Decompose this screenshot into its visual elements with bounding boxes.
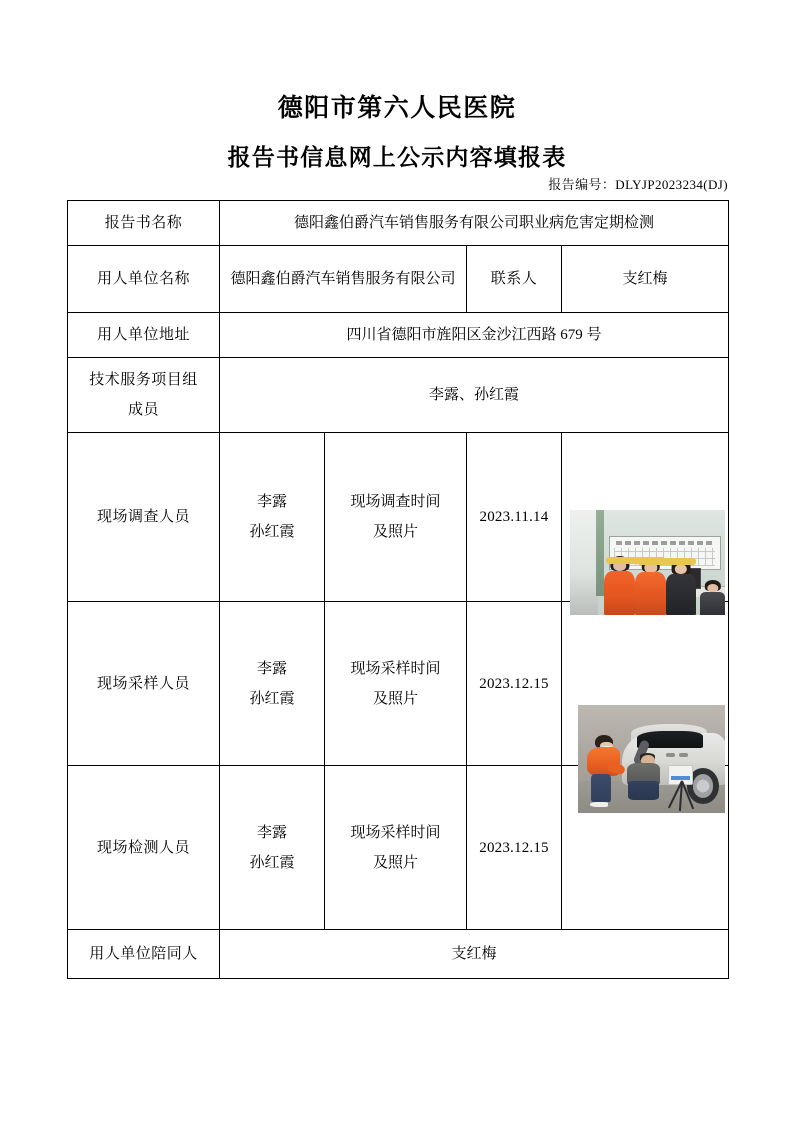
label-project-team-line2: 成员 [127,402,159,418]
value-employer-address: 四川省德阳市旌阳区金沙江西路 679 号 [220,313,729,358]
photo-person-orange-jacket [587,735,625,806]
page-subtitle: 报告书信息网上公示内容填报表 [227,145,567,170]
photo-person-seated [700,580,725,615]
person-legs [628,781,659,800]
tripod-stand [663,781,698,811]
value-employer-name: 德阳鑫伯爵汽车销售服务有限公司 [220,246,467,313]
tripod-leg [681,780,694,809]
photo-green-panel [596,510,604,596]
label-accompanying-person: 用人单位陪同人 [68,930,220,979]
person-legs [591,774,611,803]
whiteboard-title-text [616,541,713,545]
label-site-detection: 现场检测人员 [68,766,220,930]
value-site-detection-date: 2023.12.15 [467,766,562,930]
value-accompanying-person: 支红梅 [220,930,729,979]
value-site-detection-persons [220,766,325,930]
value-contact-person: 支红梅 [562,246,729,313]
photo-person-crouching [625,755,666,803]
site-survey-person-2: 孙红霞 [249,524,295,540]
value-report-name: 德阳鑫伯爵汽车销售服务有限公司职业病危害定期检测 [220,201,729,246]
car-door-handle-2 [679,753,688,757]
page-title: 德阳市第六人民医院 [277,95,517,122]
car-door-handle-1 [666,753,675,757]
label-site-survey-item [325,433,467,602]
document-header [0,92,794,174]
value-site-survey-persons [220,433,325,602]
person-body [666,574,695,615]
value-site-sampling-date: 2023.12.15 [467,602,562,766]
photo-person-black [666,559,695,615]
site-sampling-photo-image [578,705,725,813]
label-site-sampling-item-line1: 现场采样时间 [350,660,441,677]
site-sampling-person-2: 孙红霞 [249,690,295,707]
value-site-sampling-persons [220,602,325,766]
site-detection-person-1: 李露 [256,824,287,841]
table-row-employer-name [68,246,729,313]
photo-person-orange-2 [635,558,666,615]
label-site-detection-item-line2: 及照片 [372,854,418,871]
photo-wall [570,510,598,615]
person-head [675,564,687,575]
site-detection-person-2: 孙红霞 [249,854,295,871]
label-project-team [68,358,220,433]
site-survey-photo-image [570,510,725,615]
label-site-survey-item-line1: 现场调查时间 [350,494,441,510]
person-body [604,571,635,615]
label-employer-name: 用人单位名称 [68,246,220,313]
label-site-sampling: 现场采样人员 [68,602,220,766]
label-contact-person: 联系人 [467,246,562,313]
label-report-name: 报告书名称 [68,201,220,246]
table-row-report-name [68,201,729,246]
site-survey-person-1: 李露 [256,494,287,510]
table-row-accompanying [68,930,729,979]
label-employer-address: 用人单位地址 [68,313,220,358]
label-site-survey-item-line2: 及照片 [372,524,418,540]
label-site-sampling-item [325,602,467,766]
table-row-project-team [68,358,729,433]
value-site-survey-date: 2023.11.14 [467,433,562,602]
label-site-sampling-item-line2: 及照片 [372,690,418,707]
value-project-team: 李露、孙红霞 [220,358,729,433]
person-body [700,592,725,615]
person-body [635,572,666,615]
table-row-employer-address [68,313,729,358]
label-site-survey: 现场调查人员 [68,433,220,602]
label-site-detection-item [325,766,467,930]
label-project-team-line1: 技术服务项目组 [89,372,198,388]
site-sampling-person-1: 李露 [256,660,287,677]
person-scarf-2 [637,558,696,564]
person-shoe [590,802,608,807]
report-number: 报告编号：DLYJP2023234(DJ) [548,177,728,192]
photo-person-orange-1 [604,556,635,615]
label-site-detection-item-line1: 现场采样时间 [350,824,441,841]
